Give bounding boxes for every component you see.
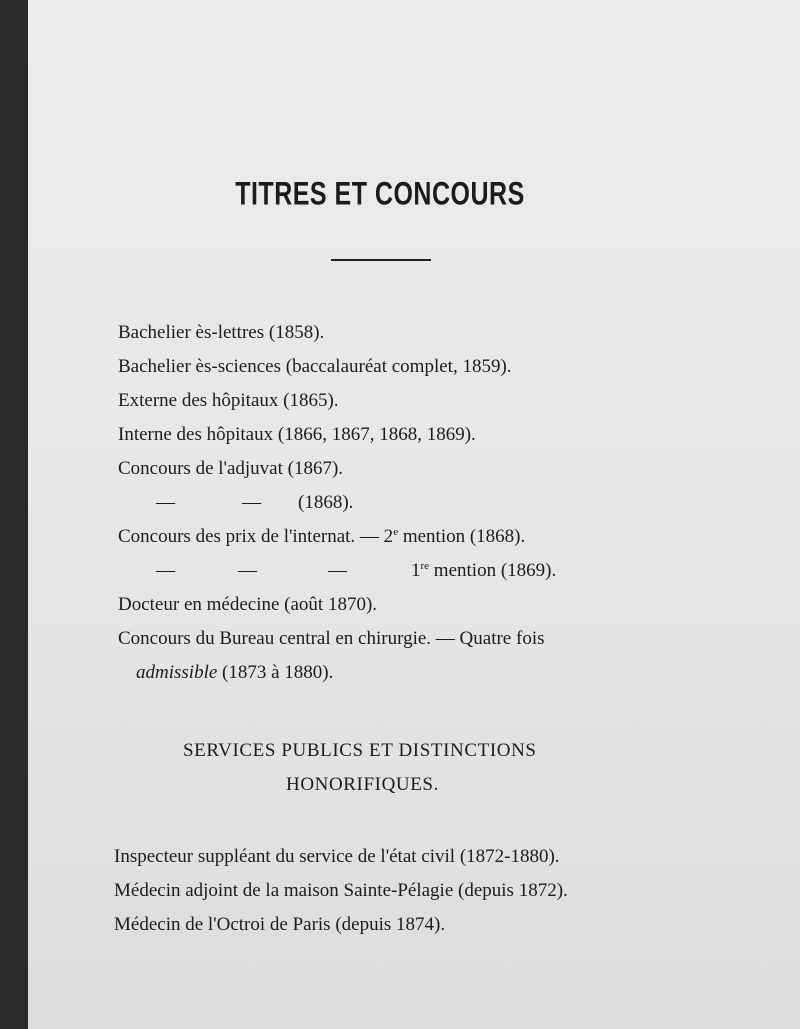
entry-bureau-central-cont: admissible (1873 à 1880). bbox=[136, 662, 334, 683]
entry-octroi: Médecin de l'Octroi de Paris (depuis 1874). bbox=[114, 914, 446, 935]
ditto-dash: — bbox=[156, 492, 175, 513]
entry-adjuvat-1868: (1868). bbox=[298, 492, 354, 513]
entry-inspecteur: Inspecteur suppléant du service de l'état civil (1872-1880). bbox=[114, 846, 560, 867]
page-title: TITRES ET CONCOURS bbox=[235, 176, 525, 213]
entry-internat-1869: 1re mention (1869). bbox=[411, 560, 557, 581]
document-page bbox=[28, 0, 800, 1029]
ditto-dash: — bbox=[242, 492, 261, 513]
entry-bachelier-sciences: Bachelier ès-sciences (baccalauréat complet, 1859). bbox=[118, 356, 512, 377]
entry-externe: Externe des hôpitaux (1865). bbox=[118, 390, 339, 411]
entry-sainte-pelagie: Médecin adjoint de la maison Sainte-Pélagie (depuis 1872). bbox=[114, 880, 568, 901]
entry-internat-1868: Concours des prix de l'internat. — 2e mention (1868). bbox=[118, 526, 526, 547]
ditto-dash: — bbox=[156, 560, 175, 581]
entry-adjuvat-1867: Concours de l'adjuvat (1867). bbox=[118, 458, 344, 479]
ditto-dash: — bbox=[238, 560, 257, 581]
entry-bureau-central: Concours du Bureau central en chirurgie. — Quatre fois bbox=[118, 628, 545, 649]
ditto-dash: — bbox=[328, 560, 347, 581]
entry-interne: Interne des hôpitaux (1866, 1867, 1868, 1869). bbox=[118, 424, 476, 445]
section-heading: SERVICES PUBLICS ET DISTINCTIONS bbox=[183, 740, 537, 761]
entry-docteur: Docteur en médecine (août 1870). bbox=[118, 594, 378, 615]
title-divider bbox=[331, 259, 431, 261]
entry-bachelier-lettres: Bachelier ès-lettres (1858). bbox=[118, 322, 325, 343]
section-heading: HONORIFIQUES. bbox=[286, 774, 439, 795]
